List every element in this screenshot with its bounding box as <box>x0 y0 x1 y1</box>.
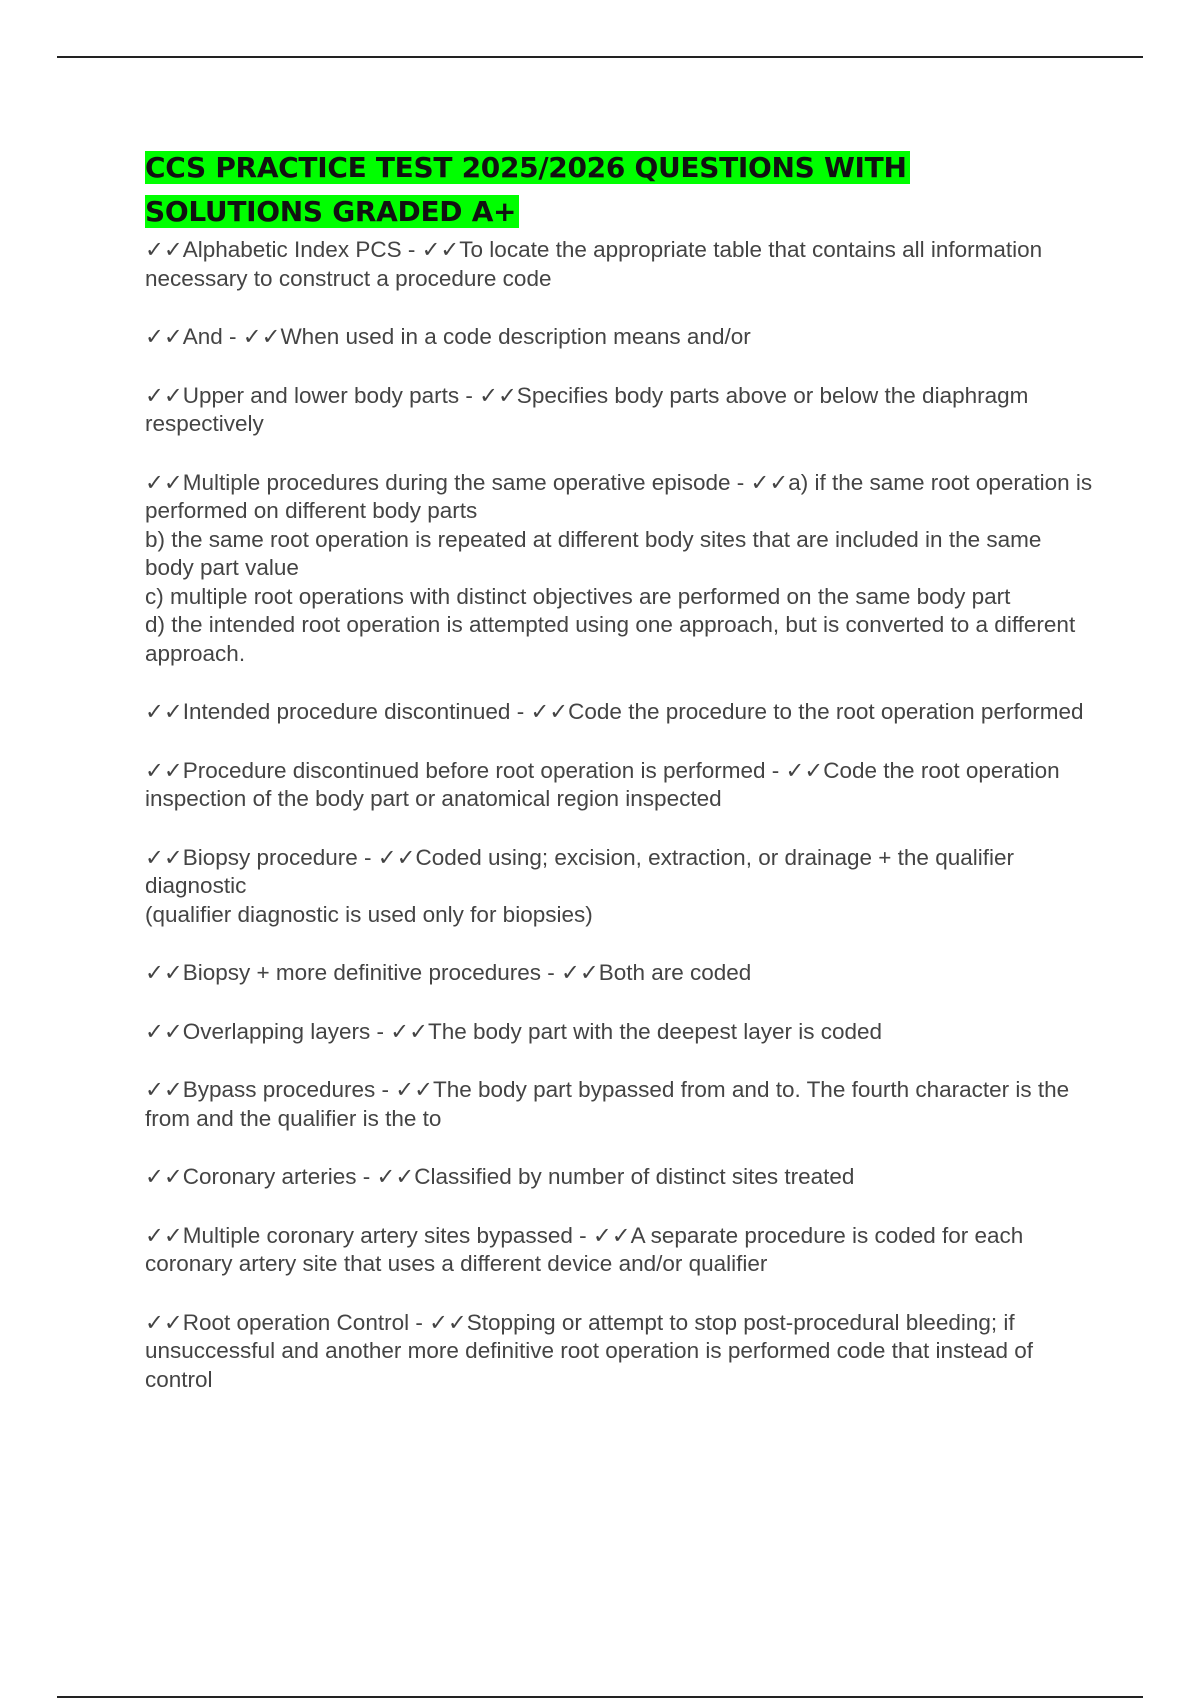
entry <box>145 1018 1095 1047</box>
entry-line: d) the intended root operation is attempted using one approach, but is converted to a different approach. <box>145 612 1076 666</box>
entry-text: ✓✓Bypass procedures - ✓✓The body part bypassed from and to. The fourth character is the from and the qualifier is the to <box>145 1077 1070 1131</box>
entry-line: (qualifier diagnostic is used only for biopsies) <box>145 901 593 927</box>
entry-list <box>145 236 1095 1394</box>
entry <box>145 382 1095 439</box>
entry-text: ✓✓Procedure discontinued before root operation is performed - ✓✓Code the root operation inspection of the body part or anatomical region inspected <box>145 757 1060 811</box>
title-line-2: SOLUTIONS GRADED A+ <box>145 195 519 228</box>
entry <box>145 1309 1095 1395</box>
entry-line: ✓✓Multiple procedures during the same operative episode - ✓✓a) if the same root operation is performed on different body parts <box>145 469 1093 523</box>
entry <box>145 698 1095 727</box>
entry <box>145 469 1095 669</box>
document-body <box>145 146 1095 1424</box>
top-rule <box>57 56 1143 58</box>
entry-text: ✓✓Intended procedure discontinued - ✓✓Code the procedure to the root operation performed <box>145 699 1084 724</box>
entry-text: ✓✓Alphabetic Index PCS - ✓✓To locate the appropriate table that contains all information necessary to construct a procedure code <box>145 237 1043 291</box>
entry-line: b) the same root operation is repeated at different body sites that are included in the same body part value <box>145 526 1042 580</box>
entry-text: ✓✓Multiple coronary artery sites bypassed - ✓✓A separate procedure is coded for each coronary artery site that uses a different device and/or qualifier <box>145 1222 1024 1276</box>
entry <box>145 1222 1095 1279</box>
entry-line: c) multiple root operations with distinct objectives are performed on the same body part <box>145 583 1011 609</box>
entry-text: ✓✓Biopsy + more definitive procedures - ✓✓Both are coded <box>145 960 752 985</box>
entry <box>145 757 1095 814</box>
document-title <box>145 146 1095 234</box>
entry <box>145 1163 1095 1192</box>
entry <box>145 323 1095 352</box>
entry-text: ✓✓Root operation Control - ✓✓Stopping or attempt to stop post-procedural bleeding; if unsuccessful and another more definitive root operation is performed code that instead of control <box>145 1309 1034 1392</box>
entry-text: ✓✓Coronary arteries - ✓✓Classified by number of distinct sites treated <box>145 1164 855 1189</box>
entry <box>145 844 1095 930</box>
entry <box>145 236 1095 293</box>
entry-line: ✓✓Biopsy procedure - ✓✓Coded using; excision, extraction, or drainage + the qualifier diagnostic <box>145 844 1014 898</box>
entry-text: ✓✓Upper and lower body parts - ✓✓Specifies body parts above or below the diaphragm respectively <box>145 382 1029 436</box>
entry-text: ✓✓Overlapping layers - ✓✓The body part with the deepest layer is coded <box>145 1018 883 1044</box>
title-line-1: CCS PRACTICE TEST 2025/2026 QUESTIONS WITH <box>145 151 910 184</box>
entry-text: ✓✓And - ✓✓When used in a code description means and/or <box>145 324 751 349</box>
entry <box>145 959 1095 988</box>
bottom-rule <box>57 1696 1143 1698</box>
entry <box>145 1076 1095 1133</box>
